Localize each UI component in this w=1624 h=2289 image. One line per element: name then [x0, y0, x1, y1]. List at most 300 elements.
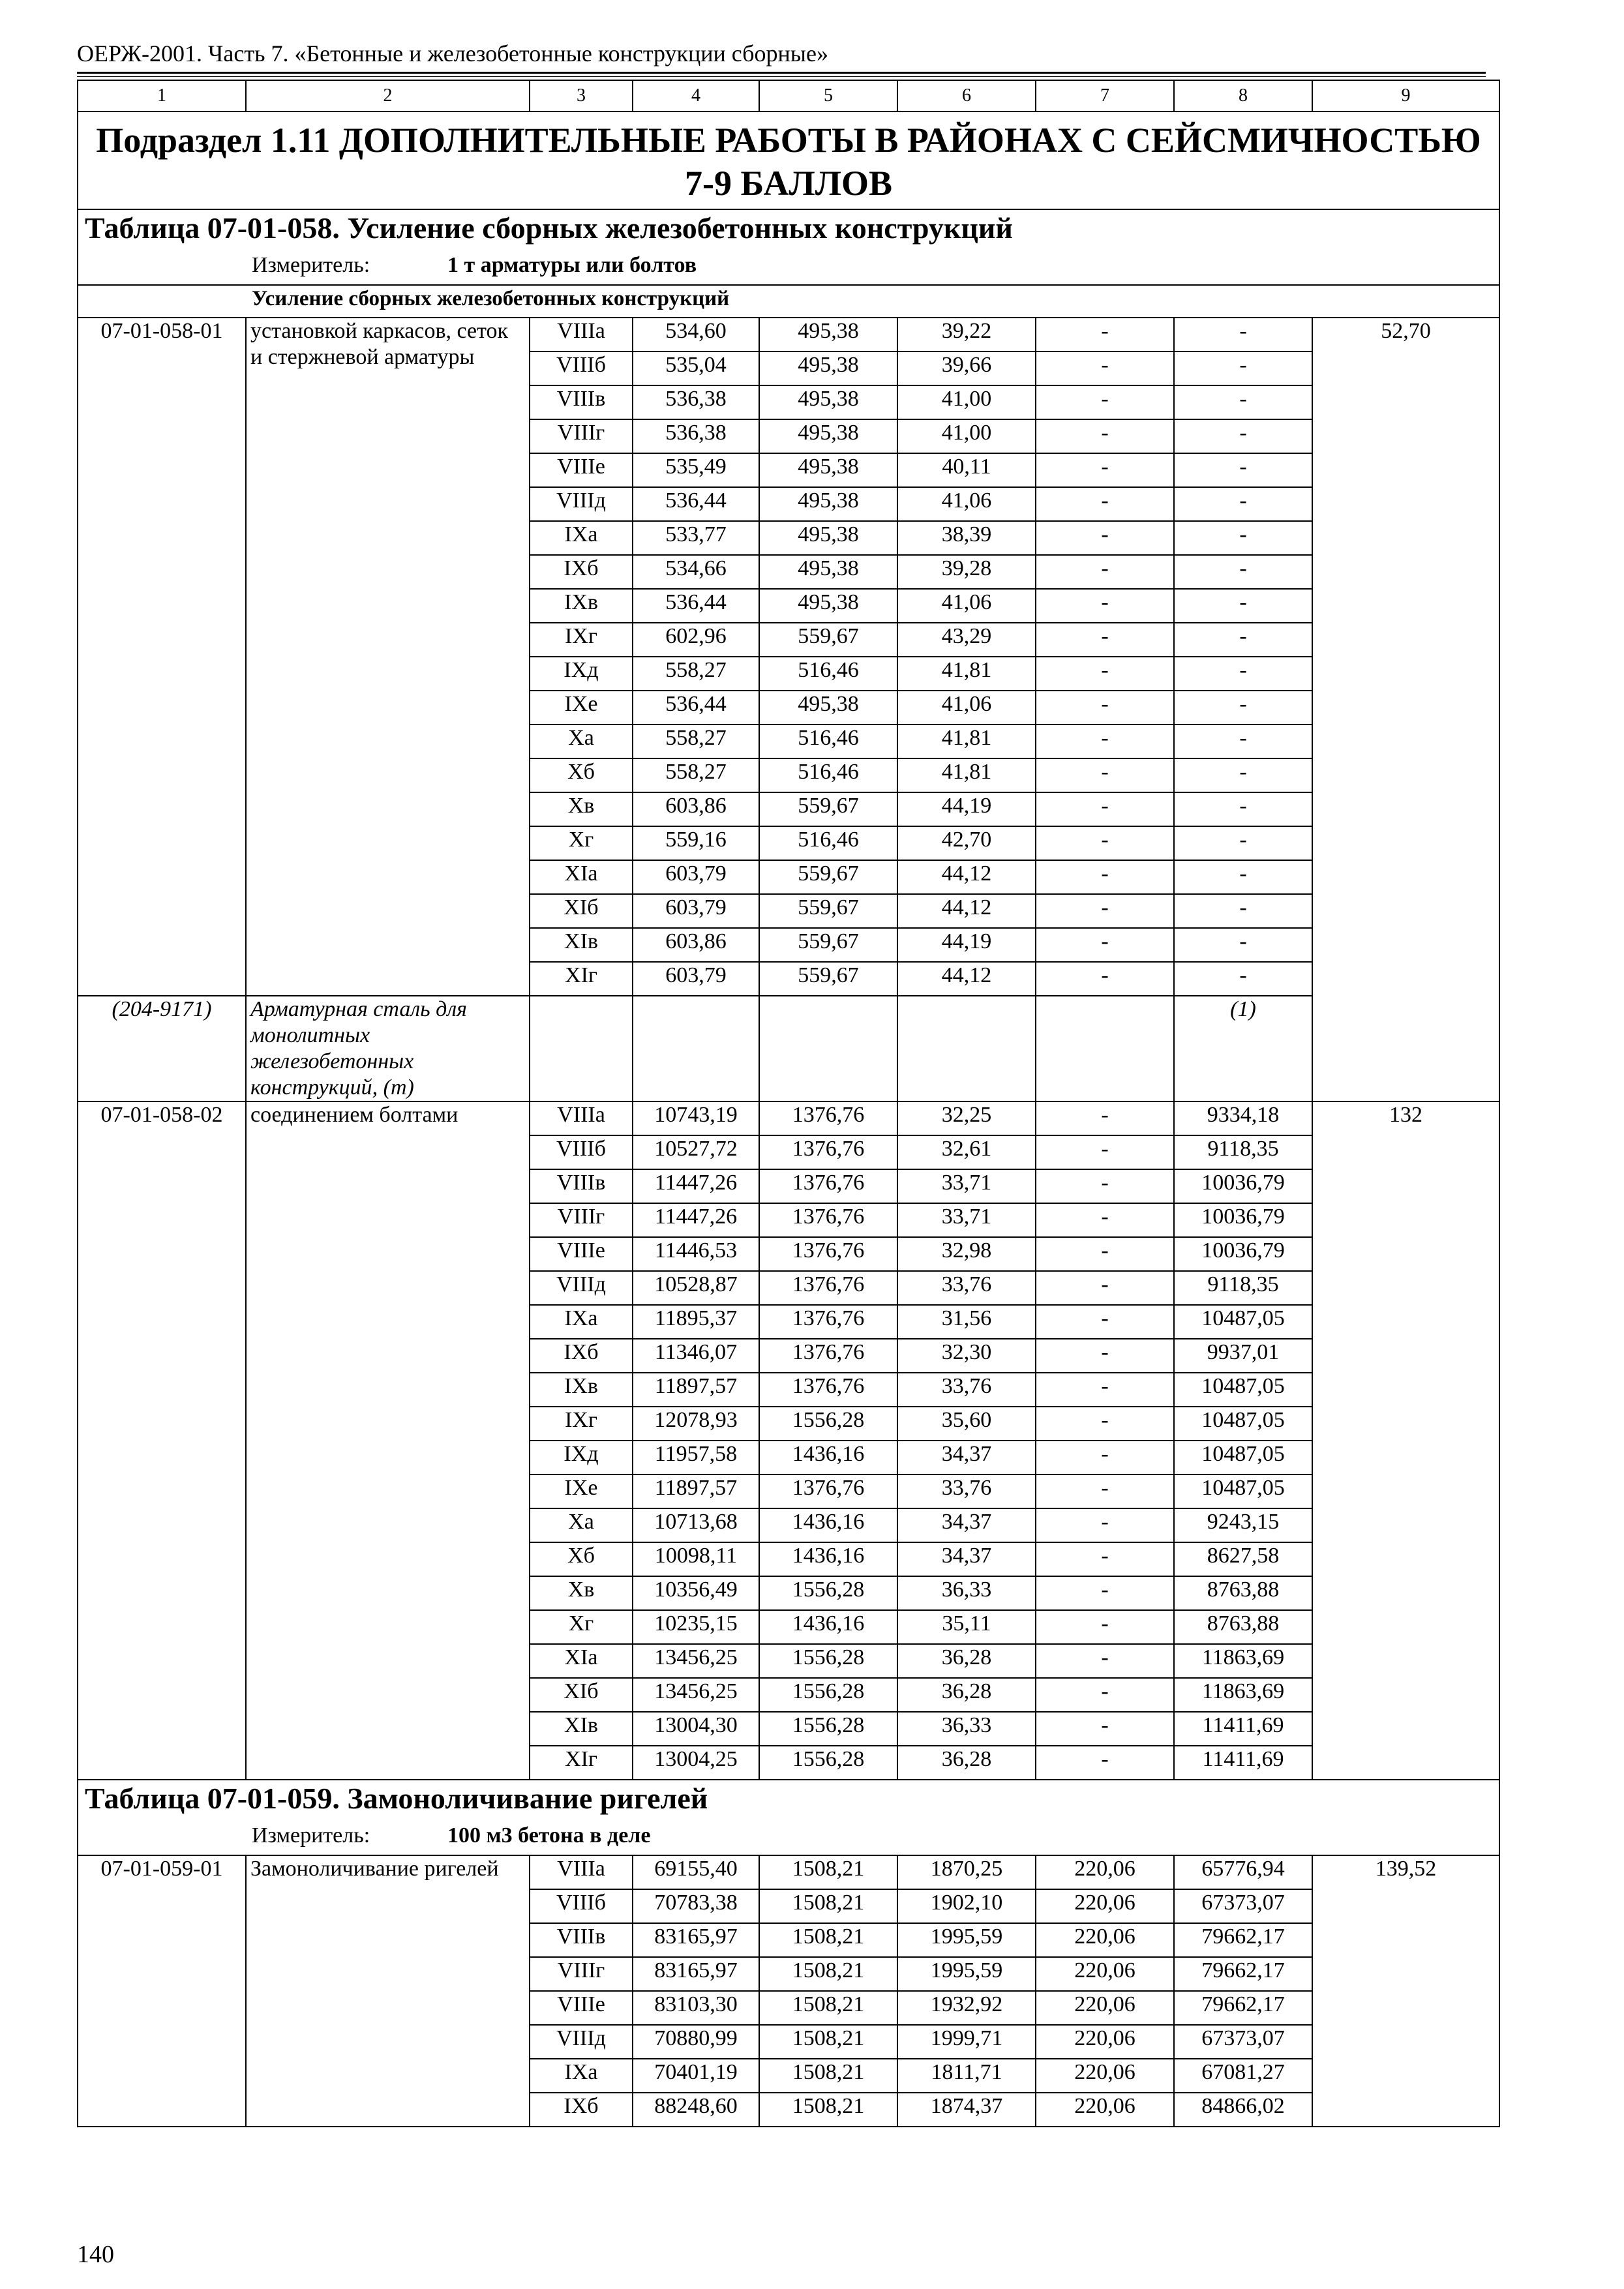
rate-value: 220,06 [1036, 2059, 1174, 2093]
region-code: VIIIа [530, 1101, 633, 1135]
rate-value: 44,12 [897, 860, 1036, 894]
rate-value: 1932,92 [897, 1991, 1036, 2025]
rate-value: 44,19 [897, 792, 1036, 826]
rate-value: 1436,16 [759, 1542, 897, 1576]
rate-value: - [1174, 792, 1312, 826]
region-code: IXд [530, 1441, 633, 1474]
rate-value: 39,22 [897, 318, 1036, 352]
rate-value: - [1036, 1339, 1174, 1373]
rate-value: 1436,16 [759, 1441, 897, 1474]
region-code: VIIIг [530, 1957, 633, 1991]
rate-value: 1995,59 [897, 1957, 1036, 1991]
rate-value: 36,33 [897, 1576, 1036, 1610]
rate-value: 1376,76 [759, 1474, 897, 1508]
rate-value: 39,28 [897, 555, 1036, 589]
rate-value: 558,27 [633, 657, 759, 691]
column-number: 4 [633, 80, 759, 112]
item-description: Замоноличивание ригелей [246, 1855, 530, 2127]
rate-value: 8763,88 [1174, 1610, 1312, 1644]
region-code: Xг [530, 1610, 633, 1644]
rate-value: 1902,10 [897, 1889, 1036, 1923]
running-header: ОЕРЖ-2001. Часть 7. «Бетонные и железобетонные конструкции сборные» [77, 40, 828, 67]
region-code: XIг [530, 962, 633, 996]
rate-value: 36,33 [897, 1712, 1036, 1746]
rate-value: 40,11 [897, 453, 1036, 487]
rate-value: 559,67 [759, 860, 897, 894]
rate-value: 1556,28 [759, 1746, 897, 1780]
rate-value: 1811,71 [897, 2059, 1036, 2093]
rate-value: - [1036, 725, 1174, 758]
rate-value: 1436,16 [759, 1508, 897, 1542]
rate-value: 536,38 [633, 385, 759, 419]
rate-value: 13004,30 [633, 1712, 759, 1746]
rate-value: 516,46 [759, 758, 897, 792]
rate-value: 1508,21 [759, 1855, 897, 1889]
region-code: VIIIг [530, 1203, 633, 1237]
rate-value: 9118,35 [1174, 1271, 1312, 1305]
rate-value: 70880,99 [633, 2025, 759, 2059]
rate-value: 41,81 [897, 725, 1036, 758]
rate-value: 43,29 [897, 623, 1036, 657]
rate-value: 9937,01 [1174, 1339, 1312, 1373]
rate-value: - [1036, 385, 1174, 419]
rate-value: - [1036, 657, 1174, 691]
rate-value: 603,86 [633, 928, 759, 962]
rate-value: 603,86 [633, 792, 759, 826]
rate-value: 535,04 [633, 352, 759, 385]
rate-value: - [1036, 487, 1174, 521]
table-title-row [78, 209, 1499, 252]
rate-value: 36,28 [897, 1644, 1036, 1678]
rate-value: 79662,17 [1174, 1957, 1312, 1991]
rate-value: 559,67 [759, 792, 897, 826]
rate-value: - [1174, 860, 1312, 894]
rate-value: 1508,21 [759, 2059, 897, 2093]
column-number: 1 [78, 80, 246, 112]
rate-value: - [1036, 1305, 1174, 1339]
region-code: XIа [530, 860, 633, 894]
meter-cell [78, 1823, 1499, 1855]
rate-value: 9118,35 [1174, 1135, 1312, 1169]
rate-value: 13456,25 [633, 1678, 759, 1712]
rate-value: 84866,02 [1174, 2093, 1312, 2127]
rate-value: 10487,05 [1174, 1441, 1312, 1474]
rate-value: 36,28 [897, 1678, 1036, 1712]
rates-table [77, 80, 1500, 2127]
rate-value: 1508,21 [759, 2025, 897, 2059]
rate-value: 33,76 [897, 1474, 1036, 1508]
rate-value: 495,38 [759, 691, 897, 725]
rate-value: - [1036, 1678, 1174, 1712]
region-code: IXв [530, 1373, 633, 1407]
rate-value: - [1036, 1712, 1174, 1746]
rate-value: 1556,28 [759, 1644, 897, 1678]
rate-value: 559,67 [759, 962, 897, 996]
rate-value: 1508,21 [759, 2093, 897, 2127]
rate-value: 10036,79 [1174, 1237, 1312, 1271]
rate-value: 558,27 [633, 758, 759, 792]
region-code: XIв [530, 928, 633, 962]
rate-value: 70401,19 [633, 2059, 759, 2093]
rate-value: - [1036, 758, 1174, 792]
rate-value: 11447,26 [633, 1169, 759, 1203]
meter-row [78, 1823, 1499, 1855]
rate-value: 32,30 [897, 1339, 1036, 1373]
meter-label: Измеритель: [252, 253, 370, 277]
rate-value: 1874,37 [897, 2093, 1036, 2127]
rate-value: 1376,76 [759, 1271, 897, 1305]
rate-value: 79662,17 [1174, 1991, 1312, 2025]
rate-value: 10487,05 [1174, 1407, 1312, 1441]
rate-value: - [1036, 1542, 1174, 1576]
rate-value: 36,28 [897, 1746, 1036, 1780]
rate-value: - [1036, 623, 1174, 657]
rate-value: 10527,72 [633, 1135, 759, 1169]
rate-value: 10235,15 [633, 1610, 759, 1644]
rate-value: 11895,37 [633, 1305, 759, 1339]
region-code: IXб [530, 2093, 633, 2127]
region-code: VIIIб [530, 1889, 633, 1923]
rate-value: 41,81 [897, 758, 1036, 792]
resource-row [78, 996, 1499, 1101]
region-code: IXа [530, 521, 633, 555]
rate-value: 536,44 [633, 487, 759, 521]
page-number: 140 [77, 2241, 114, 2268]
rate-value: 65776,94 [1174, 1855, 1312, 1889]
column-number: 9 [1312, 80, 1499, 112]
table-title: Таблица 07-01-058. Усиление сборных железобетонных конструкций [78, 209, 1499, 252]
column-number: 3 [530, 80, 633, 112]
rate-value: 12078,93 [633, 1407, 759, 1441]
rate-value: 495,38 [759, 521, 897, 555]
rate-value: - [1174, 691, 1312, 725]
table-title-row [78, 1780, 1499, 1823]
rate-value: 44,19 [897, 928, 1036, 962]
rate-value: 559,67 [759, 623, 897, 657]
rate-value: 10528,87 [633, 1271, 759, 1305]
rate-value: 38,39 [897, 521, 1036, 555]
region-code: IXв [530, 589, 633, 623]
rate-value: 220,06 [1036, 1991, 1174, 2025]
item-code: 07-01-058-02 [78, 1101, 246, 1780]
region-code: IXд [530, 657, 633, 691]
region-code: Xг [530, 826, 633, 860]
rate-value: 10098,11 [633, 1542, 759, 1576]
rate-value: 69155,40 [633, 1855, 759, 1889]
rate-value: 34,37 [897, 1508, 1036, 1542]
region-code: VIIIа [530, 318, 633, 352]
rate-value: 11863,69 [1174, 1644, 1312, 1678]
rate-value: - [1036, 1746, 1174, 1780]
rate-value: 11897,57 [633, 1373, 759, 1407]
table-title: Таблица 07-01-059. Замоноличивание ригелей [78, 1780, 1499, 1823]
labor-cost: 52,70 [1312, 318, 1499, 1101]
rate-value: 495,38 [759, 487, 897, 521]
rate-value: 1870,25 [897, 1855, 1036, 1889]
rate-value: 10487,05 [1174, 1474, 1312, 1508]
rate-value: 41,06 [897, 691, 1036, 725]
meter-value: 100 м3 бетона в деле [447, 1823, 651, 1848]
rate-value: 220,06 [1036, 1923, 1174, 1957]
header-rule [77, 72, 1486, 74]
item-code: 07-01-059-01 [78, 1855, 246, 2127]
rate-value: - [1174, 657, 1312, 691]
item-code: 07-01-058-01 [78, 318, 246, 996]
meter-label: Измеритель: [252, 1823, 370, 1848]
rate-value: - [1036, 1271, 1174, 1305]
region-code: IXб [530, 1339, 633, 1373]
rate-value: 88248,60 [633, 2093, 759, 2127]
rate-value: 11863,69 [1174, 1678, 1312, 1712]
column-number: 6 [897, 80, 1036, 112]
table-row [78, 318, 1499, 352]
region-code: XIв [530, 1712, 633, 1746]
rate-value: 10743,19 [633, 1101, 759, 1135]
rate-value: 1436,16 [759, 1610, 897, 1644]
rate-value: - [1036, 1135, 1174, 1169]
rate-value: 1376,76 [759, 1135, 897, 1169]
region-code: VIIIа [530, 1855, 633, 1889]
empty-cell [633, 996, 759, 1101]
rate-value: 1556,28 [759, 1712, 897, 1746]
rate-value: 32,61 [897, 1135, 1036, 1169]
rate-value: - [1174, 318, 1312, 352]
rate-value: - [1036, 1576, 1174, 1610]
rate-value: 11447,26 [633, 1203, 759, 1237]
rate-value: 533,77 [633, 521, 759, 555]
rate-value: 536,38 [633, 419, 759, 453]
rate-value: 516,46 [759, 657, 897, 691]
region-code: VIIIд [530, 1271, 633, 1305]
rate-value: - [1174, 352, 1312, 385]
region-code: VIIIд [530, 487, 633, 521]
rate-value: - [1036, 826, 1174, 860]
rate-value: 220,06 [1036, 2093, 1174, 2127]
region-code: IXа [530, 1305, 633, 1339]
region-code: IXа [530, 2059, 633, 2093]
rate-value: 34,37 [897, 1441, 1036, 1474]
column-number: 2 [246, 80, 530, 112]
rate-value: - [1174, 623, 1312, 657]
resource-description: Арматурная сталь для монолитных железобетонных конструкций, (т) [246, 996, 530, 1101]
rate-value: - [1174, 487, 1312, 521]
rate-value: - [1036, 1373, 1174, 1407]
region-code: Xв [530, 1576, 633, 1610]
rate-value: 1508,21 [759, 1889, 897, 1923]
rate-value: - [1036, 318, 1174, 352]
rate-value: 495,38 [759, 555, 897, 589]
labor-cost: 132 [1312, 1101, 1499, 1780]
column-number-row [78, 80, 1499, 112]
rate-value: 1376,76 [759, 1237, 897, 1271]
rate-value: - [1036, 419, 1174, 453]
rate-value: 41,00 [897, 419, 1036, 453]
meter-cell [78, 252, 1499, 285]
region-code: XIа [530, 1644, 633, 1678]
rate-value: - [1174, 589, 1312, 623]
meter-row [78, 252, 1499, 285]
rate-value: 495,38 [759, 318, 897, 352]
rate-value: 34,37 [897, 1542, 1036, 1576]
rate-value: - [1036, 1237, 1174, 1271]
rate-value: 11346,07 [633, 1339, 759, 1373]
region-code: VIIIе [530, 1237, 633, 1271]
rate-value: - [1036, 1474, 1174, 1508]
rate-value: 536,44 [633, 589, 759, 623]
rate-value: 39,66 [897, 352, 1036, 385]
rate-value: 220,06 [1036, 1957, 1174, 1991]
rate-value: 35,11 [897, 1610, 1036, 1644]
region-code: Xб [530, 1542, 633, 1576]
rate-value: 10036,79 [1174, 1203, 1312, 1237]
region-code: VIIIв [530, 385, 633, 419]
rate-value: 602,96 [633, 623, 759, 657]
rate-value: 558,27 [633, 725, 759, 758]
rate-value: 1999,71 [897, 2025, 1036, 2059]
rate-value: - [1174, 894, 1312, 928]
rate-value: 42,70 [897, 826, 1036, 860]
rate-value: 534,66 [633, 555, 759, 589]
rate-value: 11446,53 [633, 1237, 759, 1271]
rates-table-body [78, 80, 1499, 2127]
rate-value: 44,12 [897, 962, 1036, 996]
rate-value: 536,44 [633, 691, 759, 725]
resource-quantity: (1) [1174, 996, 1312, 1101]
rate-value: 9334,18 [1174, 1101, 1312, 1135]
rate-value: - [1174, 385, 1312, 419]
rate-value: 32,98 [897, 1237, 1036, 1271]
rate-value: - [1036, 1407, 1174, 1441]
region-code: VIIIд [530, 2025, 633, 2059]
rate-value: 31,56 [897, 1305, 1036, 1339]
region-code: Xб [530, 758, 633, 792]
column-number: 5 [759, 80, 897, 112]
rate-value: 495,38 [759, 385, 897, 419]
rate-value: 220,06 [1036, 1889, 1174, 1923]
rate-value: 1376,76 [759, 1203, 897, 1237]
rate-value: - [1036, 521, 1174, 555]
rate-value: - [1174, 555, 1312, 589]
empty-cell [530, 996, 633, 1101]
rate-value: - [1036, 1169, 1174, 1203]
region-code: XIб [530, 894, 633, 928]
rate-value: 67373,07 [1174, 2025, 1312, 2059]
rate-value: - [1036, 453, 1174, 487]
region-code: Xа [530, 725, 633, 758]
rate-value: - [1036, 352, 1174, 385]
rate-value: 559,16 [633, 826, 759, 860]
section-title: Подраздел 1.11 ДОПОЛНИТЕЛЬНЫЕ РАБОТЫ В РАЙОНАХ С СЕЙСМИЧНОСТЬЮ 7-9 БАЛЛОВ [78, 112, 1499, 209]
rate-value: 33,76 [897, 1271, 1036, 1305]
rate-value: 83165,97 [633, 1957, 759, 1991]
rate-value: 516,46 [759, 725, 897, 758]
rate-value: - [1036, 1101, 1174, 1135]
table-row [78, 1855, 1499, 1889]
rate-value: 33,71 [897, 1203, 1036, 1237]
rate-value: 1556,28 [759, 1678, 897, 1712]
group-row [78, 285, 1499, 318]
rate-value: 559,67 [759, 894, 897, 928]
region-code: VIIIв [530, 1169, 633, 1203]
region-code: IXе [530, 691, 633, 725]
rate-value: 41,81 [897, 657, 1036, 691]
rate-value: 10487,05 [1174, 1305, 1312, 1339]
rate-value: 535,49 [633, 453, 759, 487]
region-code: VIIIв [530, 1923, 633, 1957]
region-code: XIг [530, 1746, 633, 1780]
region-code: Xв [530, 792, 633, 826]
rate-value: 8763,88 [1174, 1576, 1312, 1610]
rate-value: 70783,38 [633, 1889, 759, 1923]
rate-value: 11897,57 [633, 1474, 759, 1508]
empty-cell [1036, 996, 1174, 1101]
rate-value: - [1036, 962, 1174, 996]
resource-code: (204-9171) [78, 996, 246, 1101]
rate-value: 1995,59 [897, 1923, 1036, 1957]
rate-value: 32,25 [897, 1101, 1036, 1135]
rate-value: - [1036, 860, 1174, 894]
rate-value: 11957,58 [633, 1441, 759, 1474]
rate-value: - [1174, 962, 1312, 996]
empty-cell [897, 996, 1036, 1101]
group-title-text: Усиление сборных железобетонных конструкций [252, 287, 730, 310]
rate-value: 603,79 [633, 894, 759, 928]
rate-value: 13456,25 [633, 1644, 759, 1678]
rate-value: 33,76 [897, 1373, 1036, 1407]
rate-value: - [1174, 928, 1312, 962]
rate-value: 534,60 [633, 318, 759, 352]
rate-value: 1376,76 [759, 1373, 897, 1407]
rate-value: 67081,27 [1174, 2059, 1312, 2093]
rate-value: - [1036, 1610, 1174, 1644]
rate-value: 495,38 [759, 419, 897, 453]
rate-value: 8627,58 [1174, 1542, 1312, 1576]
meter-value: 1 т арматуры или болтов [447, 253, 697, 277]
rate-value: 44,12 [897, 894, 1036, 928]
region-code: VIIIе [530, 453, 633, 487]
region-code: XIб [530, 1678, 633, 1712]
rate-value: 1376,76 [759, 1339, 897, 1373]
region-code: VIIIб [530, 352, 633, 385]
rate-value: 41,06 [897, 487, 1036, 521]
rate-value: 9243,15 [1174, 1508, 1312, 1542]
section-title-row [78, 112, 1499, 209]
rate-value: 10713,68 [633, 1508, 759, 1542]
rate-value: 603,79 [633, 860, 759, 894]
rate-value: - [1036, 792, 1174, 826]
rate-value: - [1036, 589, 1174, 623]
rate-value: 1508,21 [759, 1991, 897, 2025]
rate-value: - [1174, 419, 1312, 453]
rate-value: - [1174, 453, 1312, 487]
rate-value: - [1174, 826, 1312, 860]
rate-value: 1556,28 [759, 1407, 897, 1441]
region-code: IXб [530, 555, 633, 589]
region-code: IXе [530, 1474, 633, 1508]
rate-value: 1376,76 [759, 1169, 897, 1203]
rate-value: 41,06 [897, 589, 1036, 623]
rate-value: - [1174, 521, 1312, 555]
rate-value: 1556,28 [759, 1576, 897, 1610]
rate-value: 11411,69 [1174, 1746, 1312, 1780]
rate-value: 83103,30 [633, 1991, 759, 2025]
header-rule-thin [77, 76, 1486, 77]
column-number: 7 [1036, 80, 1174, 112]
rate-value: 495,38 [759, 352, 897, 385]
rate-value: 11411,69 [1174, 1712, 1312, 1746]
group-title [78, 285, 1499, 318]
rate-value: 516,46 [759, 826, 897, 860]
